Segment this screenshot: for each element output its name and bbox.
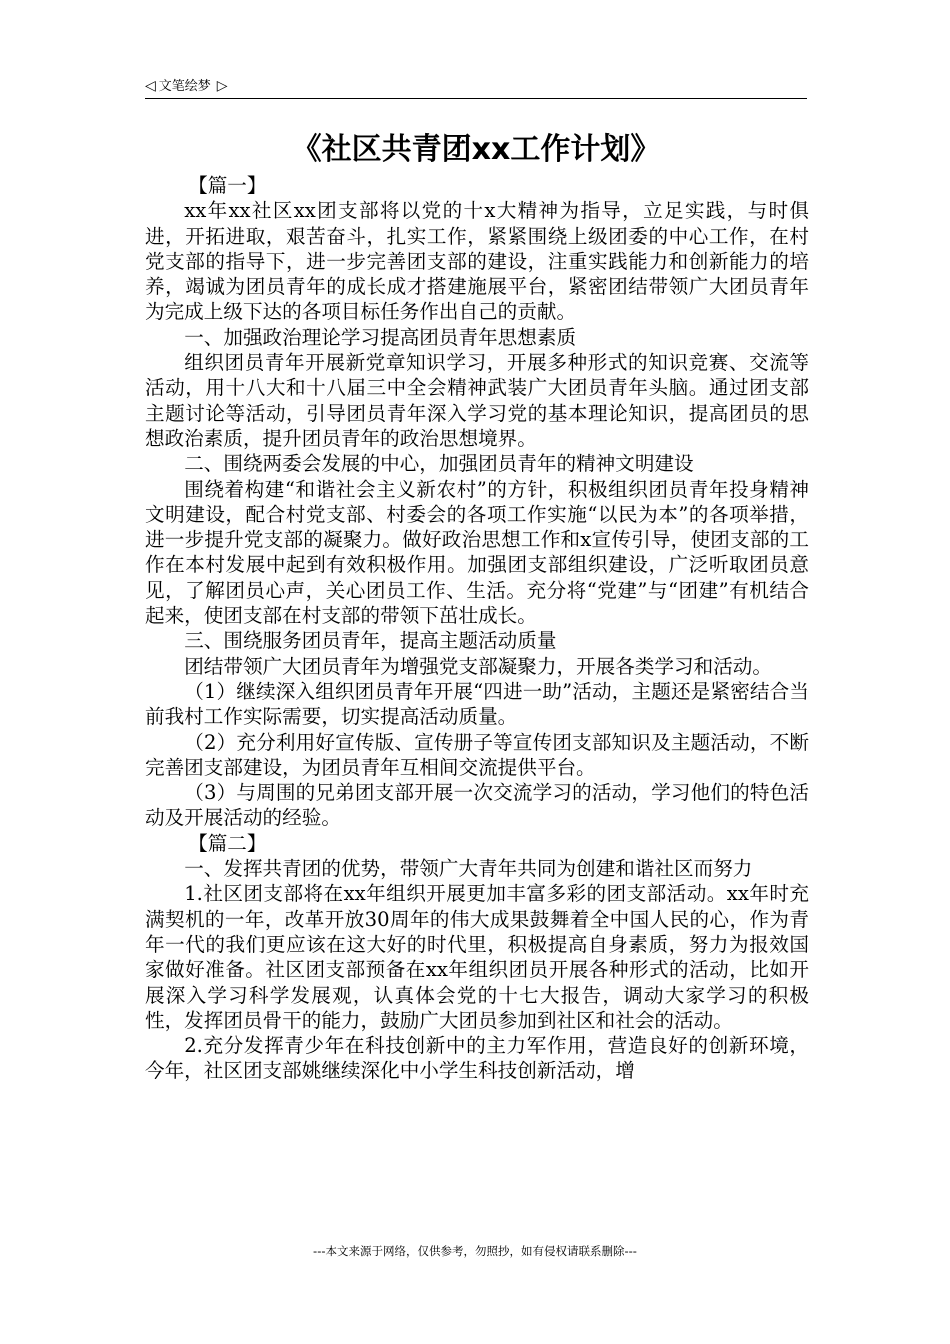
section-label-2: 【篇二】 <box>188 831 267 855</box>
paragraph: 组织团员青年开展新党章知识学习，开展多种形式的知识竞赛、交流等活动，用十八大和十八届三中全会精神武装广大团员青年头脑。通过团支部主题讨论等活动，引导团员青年深入学习党的基本理论知识，提高团员的思想政治素质，提升团员青年的政治思想境界。 <box>145 351 809 450</box>
page-footer: ---本文来源于网络，仅供参考，勿照抄，如有侵权请联系删除--- <box>313 1244 637 1258</box>
header-brand: 文笔绘梦 <box>158 79 211 94</box>
list-item: （2）充分利用好宣传版、宣传册子等宣传团支部知识及主题活动，不断完善团支部建设，为团员青年互相间交流提供平台。 <box>145 730 809 779</box>
document-body <box>145 173 809 1084</box>
section-heading: 一、加强政治理论学习提高团员青年思想素质 <box>184 325 577 349</box>
left-triangle-icon: ◁ <box>145 78 156 94</box>
section-heading: 三、围绕服务团员青年，提高主题活动质量 <box>184 629 557 653</box>
section-heading: 二、围绕两委会发展的中心，加强团员青年的精神文明建设 <box>184 452 694 476</box>
paragraph: 围绕着构建“和谐社会主义新农村”的方针，积极组织团员青年投身精神文明建设，配合村党支部、村委会的各项工作实施“以民为本”的各项举措，进一步提升党支部的凝聚力。做好政治思想工作和x宣传引导，使团支部的工作在本村发展中起到有效积极作用。加强团支部组织建设，广泛听取团员意见，了解团员心声，关心团员工作、生活。充分将“党建”与“团建”有机结合起来，使团支部在村支部的带领下茁壮成长。 <box>145 477 809 628</box>
list-item: （1）继续深入组织团员青年开展“四进一助”活动，主题还是紧密结合当前我村工作实际需要，切实提高活动质量。 <box>145 679 809 729</box>
right-triangle-icon: ▷ <box>216 78 228 94</box>
paragraph: xx年xx社区xx团支部将以党的十x大精神为指导，立足实践，与时俱进，开拓进取，艰苦奋斗，扎实工作，紧紧围绕上级团委的中心工作，在村党支部的指导下，进一步完善团支部的建设，注重实践能力和创新能力的培养，竭诚为团员青年的成长成才搭建施展平台，紧密团结带领广大团员青年为完成上级下达的各项目标任务作出自己的贡献。 <box>145 199 809 324</box>
section-heading: 一、发挥共青团的优势，带领广大青年共同为创建和谐社区而努力 <box>184 857 753 881</box>
paragraph: 1.社区团支部将在xx年组织开展更加丰富多彩的团支部活动。xx年时充满契机的一年，改革开放30周年的伟大成果鼓舞着全中国人民的心，作为青年一代的我们更应该在这大好的时代里，积极提高自身素质，努力为报效国家做好准备。社区团支部预备在xx年组织团员开展各种形式的活动，比如开展深入学习科学发展观，认真体会党的十七大报告，调动大家学习的积极性，发挥团员骨干的能力，鼓励广大团员参加到社区和社会的活动。 <box>145 882 809 1032</box>
paragraph: 团结带领广大团员青年为增强党支部凝聚力，开展各类学习和活动。 <box>184 654 772 678</box>
list-item: （3）与周围的兄弟团支部开展一次交流学习的活动，学习他们的特色活动及开展活动的经验。 <box>145 781 809 830</box>
page-header <box>145 74 807 99</box>
paragraph: 2.充分发挥青少年在科技创新中的主力军作用，营造良好的创新环境，今年，社区团支部姚继续深化中小学生科技创新活动，增 <box>145 1034 809 1083</box>
document-title: 《社区共青团xx工作计划》 <box>291 132 661 167</box>
section-label-1: 【篇一】 <box>188 174 267 197</box>
